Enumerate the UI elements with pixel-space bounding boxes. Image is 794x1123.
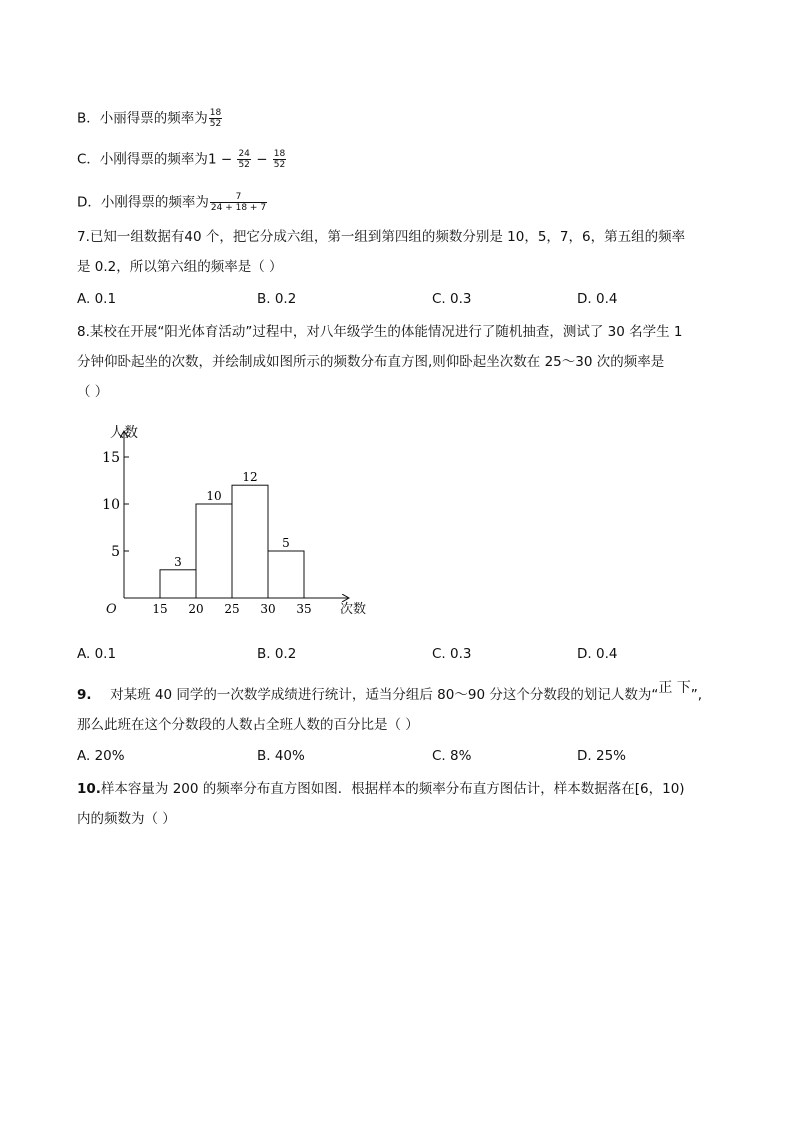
x-tick-label: 30: [260, 602, 276, 616]
histogram-bar: [160, 570, 196, 598]
denominator: 24 + 18 + 7: [210, 203, 267, 213]
q10-stem-line2: 内的频数为（ ）: [77, 811, 176, 827]
fraction: [237, 149, 250, 170]
denominator: 52: [209, 119, 222, 129]
bar-value-label: 12: [242, 470, 258, 485]
x-tick-label: 15: [152, 602, 168, 616]
q7-option-a: A. 0.1: [77, 291, 117, 307]
y-tick-label: 15: [102, 450, 120, 466]
q7-option-d: D. 0.4: [577, 291, 618, 307]
x-axis-label: 次数: [340, 602, 367, 617]
q10-stem-line1: [77, 780, 685, 798]
q10-number: 10.: [77, 781, 101, 797]
q8-stem-line1: 8.某校在开展“阳光体育活动”过程中，对八年级学生的体能情况进行了随机抽查，测试了 30 名学生 1: [77, 324, 683, 340]
q9-option-b: B. 40%: [257, 748, 305, 764]
q7-stem-line1: 7.已知一组数据有40 个，把它分成六组，第一组到第四组的频数分别是 10，5，7，6，第五组的频率: [77, 229, 686, 245]
bar-value-label: 10: [206, 489, 222, 503]
one-minus: 1 −: [207, 151, 233, 168]
denominator: 52: [273, 160, 286, 170]
q8-option-b: B. 0.2: [257, 646, 297, 662]
q6-option-b-text: B．小丽得票的频率为: [77, 110, 208, 127]
histogram-bar: [196, 504, 232, 598]
q9-stem-line1: [77, 680, 703, 704]
x-tick-label: 35: [296, 602, 312, 616]
q7-option-c: C. 0.3: [432, 291, 472, 307]
denominator: 52: [238, 160, 250, 170]
bar-value-label: 5: [282, 536, 290, 550]
q9-text-end: ”,: [690, 687, 703, 703]
q9-text: 对某班 40 同学的一次数学成绩进行统计，适当分组后 80～90 分这个分数段的划记人数为“: [110, 687, 659, 703]
q8-option-c: C. 0.3: [432, 646, 472, 662]
numerator: 18: [209, 108, 222, 118]
q8-option-a: A. 0.1: [77, 646, 117, 662]
bar-value-label: 3: [174, 554, 182, 569]
q9-option-c: C. 8%: [432, 748, 472, 764]
q6-option-c-text: C．小刚得票的频率为: [77, 151, 208, 168]
origin-label: O: [106, 602, 117, 617]
q9-option-a: A. 20%: [77, 748, 125, 764]
q8-stem-line3: （ ）: [77, 384, 109, 400]
q9-option-d: D. 25%: [577, 748, 626, 764]
y-axis-label: 人数: [110, 425, 138, 441]
histogram-bar: [232, 485, 268, 598]
q8-option-d: D. 0.4: [577, 646, 618, 662]
y-tick-label: 5: [111, 544, 120, 560]
q8-stem-line2: 分钟仰卧起坐的次数，并绘制成如图所示的频数分布直方图,则仰卧起坐次数在 25～30 次的频率是: [77, 354, 665, 370]
q7-option-b: B. 0.2: [257, 291, 297, 307]
tally-marks: 正 下: [658, 680, 691, 696]
x-tick-label: 20: [188, 602, 204, 616]
x-tick-label: 25: [224, 602, 240, 616]
q9-number: 9.: [77, 687, 92, 703]
q9-stem-line2: 那么此班在这个分数段的人数占全班人数的百分比是（ ）: [77, 717, 419, 733]
numerator: 7: [235, 192, 242, 202]
fraction: [210, 192, 267, 213]
numerator: 18: [273, 149, 286, 159]
fraction: [209, 108, 222, 129]
minus-sign: −: [256, 151, 268, 168]
numerator: 24: [238, 149, 250, 159]
histogram-chart: [90, 420, 390, 620]
q6-option-d-text: D．小刚得票的频率为: [77, 194, 209, 211]
fraction: [273, 149, 286, 170]
q6-option-c: [77, 149, 287, 170]
y-tick-label: 10: [102, 497, 120, 513]
q6-option-b: [77, 108, 223, 129]
q7-stem-line2: 是 0.2，所以第六组的频率是（ ）: [77, 259, 283, 275]
q10-text: 样本容量为 200 的频率分布直方图如图．根据样本的频率分布直方图估计，样本数据落在[6，10): [100, 781, 685, 797]
histogram-bar: [268, 551, 304, 598]
q6-option-d: [77, 192, 268, 213]
